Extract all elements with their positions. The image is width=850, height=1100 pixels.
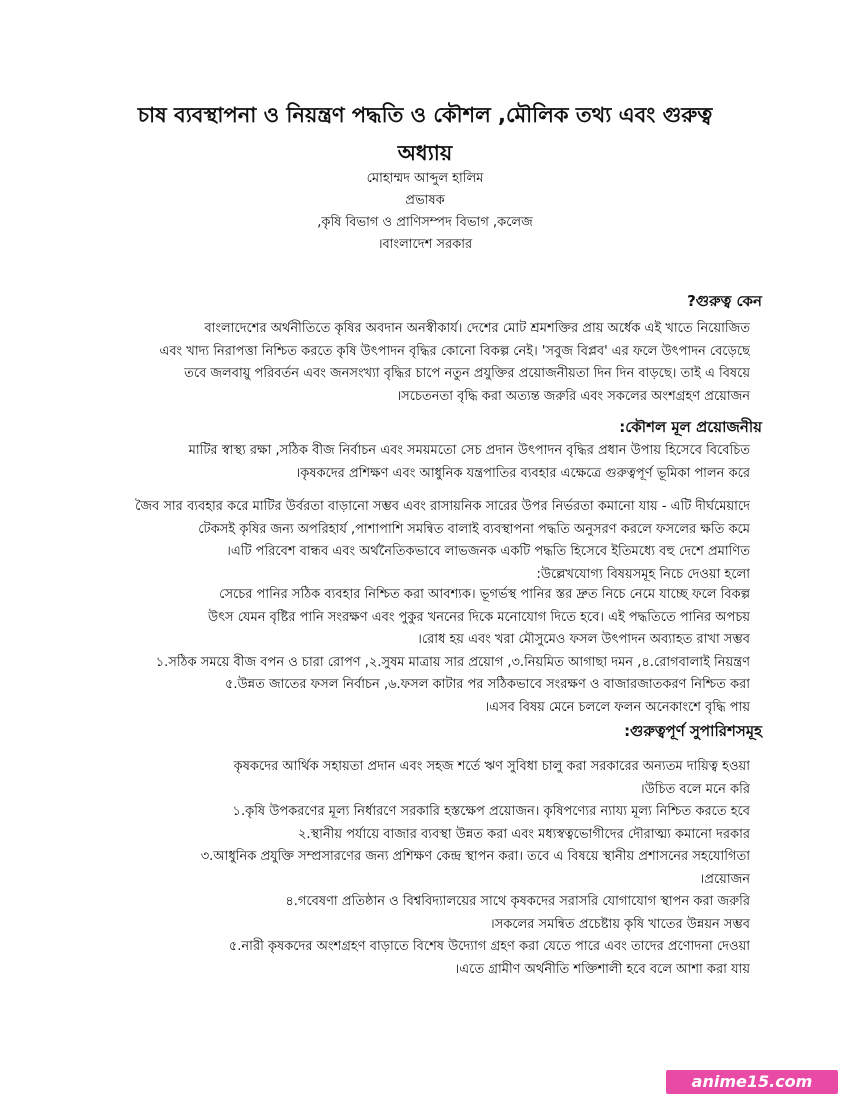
text-line: টেকসই কৃষির জন্য অপরিহার্য ,পাশাপাশি সমন্বিত বালাই ব্যবস্থাপনা পদ্ধতি অনুসরণ করলে ফসলের ক্ষতি কমে: [198, 521, 750, 537]
section-heading: :কৌশল মূল প্রয়োজনীয়: [619, 418, 762, 436]
text-line: ১.সঠিক সময়ে বীজ বপন ও চারা রোপণ ,২.সুষম মাত্রায় সার প্রয়োগ ,৩.নিয়মিত আগাছা দমন ,৪.রোগবালাই নিয়ন্ত্রণ: [155, 654, 750, 670]
text-line: জৈব সার ব্যবহার করে মাটির উর্বরতা বাড়ানো সম্ভব এবং রাসায়নিক সারের উপর নির্ভরতা কমানো যায় - এটি দীর্ঘমেয়াদে: [135, 499, 750, 514]
paragraph: [98, 756, 750, 981]
author-department: ,কৃষি বিভাগ ও প্রাণিসম্পদ বিভাগ ,কলেজ: [317, 215, 533, 230]
text-line: মাটির স্বাস্থ্য রক্ষা ,সঠিক বীজ নির্বাচন এবং সময়মতো সেচ প্রদান উৎপাদন বৃদ্ধির প্রধান উপায় হিসেবে বিবেচিত: [188, 443, 750, 458]
text-line: ।রোধ হয় এবং খরা মৌসুমেও ফসল উৎপাদন অব্যাহত রাখা সম্ভব: [417, 632, 750, 647]
text-line: ।প্রয়োজন: [699, 871, 750, 887]
text-line: বাংলাদেশের অর্থনীতিতে কৃষির অবদান অনস্বীকার্য। দেশের মোট শ্রমশক্তির প্রায় অর্ধেক এই খাতে নিয়োজিত: [204, 321, 750, 336]
text-line: ।এসব বিষয় মেনে চললে ফলন অনেকাংশে বৃদ্ধি পায়: [484, 699, 750, 715]
text-line: ৪.গবেষণা প্রতিষ্ঠান ও বিশ্ববিদ্যালয়ের সাথে কৃষকদের সরাসরি যোগাযোগ স্থাপন করা জরুরি: [285, 894, 750, 909]
section-heading: :গুরুত্বপূর্ণ সুপারিশসমূহ: [624, 722, 762, 740]
text-line: ৫.নারী কৃষকদের অংশগ্রহণ বাড়াতে বিশেষ উদ্যোগ গ্রহণ করা যেতে পারে এবং তাদের প্রণোদনা দেওয়া: [228, 939, 750, 954]
text-line: ।সকলের সমন্বিত প্রচেষ্টায় কৃষি খাতের উন্নয়ন সম্ভব: [489, 916, 750, 932]
author-block: [250, 168, 600, 256]
paragraph: [98, 496, 750, 586]
text-line: ।এটি পরিবেশ বান্ধব এবং অর্থনৈতিকভাবে লাভজনক একটি পদ্ধতি হিসেবে ইতিমধ্যে বহু দেশে প্রমাণিত: [226, 544, 750, 559]
author-place: ।বাংলাদেশ সরকার: [377, 237, 473, 252]
text-line: ২.স্থানীয় পর্যায়ে বাজার ব্যবস্থা উন্নত করা এবং মধ্যস্বত্বভোগীদের দৌরাত্ম্য কমানো দরকার: [297, 826, 750, 842]
text-line: :উল্লেখযোগ্য বিষয়সমূহ নিচে দেওয়া হলো: [536, 566, 750, 582]
text-line: ।উচিত বলে মনে করি: [640, 781, 750, 797]
section-heading: ?গুরুত্ব কেন: [687, 292, 762, 310]
text-line: ।কৃষকদের প্রশিক্ষণ এবং আধুনিক যন্ত্রপাতির ব্যবহার এক্ষেত্রে গুরুত্বপূর্ণ ভূমিকা পালন করে: [295, 465, 750, 481]
author-role: প্রভাষক: [405, 193, 445, 208]
text-line: ।এতে গ্রামীণ অর্থনীতি শক্তিশালী হবে বলে আশা করা যায়: [454, 961, 750, 977]
paragraph: [98, 318, 750, 408]
watermark-logo: anime15.com: [666, 1070, 838, 1094]
text-line: তবে জলবায়ু পরিবর্তন এবং জনসংখ্যা বৃদ্ধির চাপে নতুন প্রযুক্তির প্রয়োজনীয়তা দিন দিন বাড়ছে। তাই এ বিষয়ে: [184, 366, 750, 381]
paragraph: [98, 584, 750, 719]
text-line: সেচের পানির সঠিক ব্যবহার নিশ্চিত করা আবশ্যক। ভূগর্ভস্থ পানির স্তর দ্রুত নিচে নেমে যাচ্ছে ফলে বিকল্প: [219, 587, 750, 602]
author-name: মোহাম্মদ আব্দুল হালিম: [366, 171, 484, 186]
text-line: ৫.উন্নত জাতের ফসল নির্বাচন ,৬.ফসল কাটার পর সঠিকভাবে সংরক্ষণ ও বাজারজাতকরণ নিশ্চিত করা: [224, 677, 750, 692]
paragraph: [98, 440, 750, 485]
text-line: ।সচেতনতা বৃদ্ধি করা অত্যন্ত জরুরি এবং সকলের অংশগ্রহণ প্রয়োজন: [396, 388, 750, 404]
text-line: কৃষকদের আর্থিক সহায়তা প্রদান এবং সহজ শর্তে ঋণ সুবিধা চালু করা সরকারের অন্যতম দায়িত্ব হওয়া: [233, 759, 750, 774]
document-title: চাষ ব্যবস্থাপনা ও নিয়ন্ত্রণ পদ্ধতি ও কৌশল ,মৌলিক তথ্য এবং গুরুত্ব অধ্যায়: [137, 103, 713, 165]
text-line: এবং খাদ্য নিরাপত্তা নিশ্চিত করতে কৃষি উৎপাদন বৃদ্ধির কোনো বিকল্প নেই। 'সবুজ বিপ্লব' এর ফলে উৎপাদন বেড়েছে: [159, 343, 750, 359]
text-line: ১.কৃষি উপকরণের মূল্য নির্ধারণে সরকারি হস্তক্ষেপ প্রয়োজন। কৃষিপণ্যের ন্যায্য মূল্য নিশ্চিত করতে হবে: [232, 804, 750, 819]
text-line: উৎস যেমন বৃষ্টির পানি সংরক্ষণ এবং পুকুর খননের দিকে মনোযোগ দিতে হবে। এই পদ্ধতিতে পানির অপচয়: [207, 609, 750, 625]
text-line: ৩.আধুনিক প্রযুক্তি সম্প্রসারণের জন্য প্রশিক্ষণ কেন্দ্র স্থাপন করা। তবে এ বিষয়ে স্থানীয় প্রশাসনের সহযোগিতা: [200, 849, 750, 864]
